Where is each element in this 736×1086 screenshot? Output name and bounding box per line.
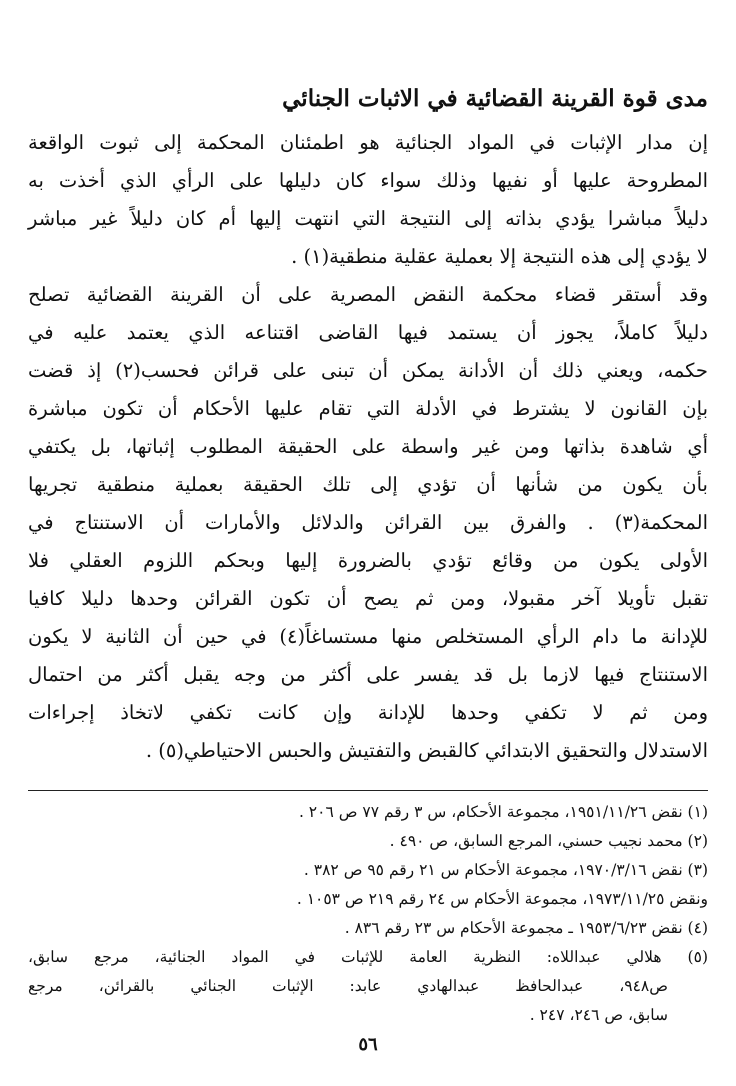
paragraph-line: لا يؤدي إلى هذه النتيجة إلا بعملية عقلية منطقية(١) . [291, 245, 708, 268]
footnotes [28, 798, 708, 1030]
footnote: ونقض ١٩٧٣/١١/٢٥، مجموعة الأحكام س ٢٤ رقم ٢١٩ ص ١٠٥٣ . [296, 890, 708, 908]
paragraph-line: دليلاً مباشرا يؤدي بذاته إلى النتيجة التي انتهت إليها أم كان دليلاً غير مباشر [28, 207, 708, 230]
footnote: (٢) محمد نجيب حسني، المرجع السابق، ص ٤٩٠ . [389, 832, 708, 850]
footnote-separator [28, 790, 708, 791]
section-heading: مدى قوة القرينة القضائية في الاثبات الجنائي [282, 85, 708, 112]
main-paragraphs [28, 124, 708, 770]
paragraph-line: دليلاً كاملاً، يجوز أن يستمد فيها القاضى اقتناعه الذي يعتمد عليه في [28, 321, 708, 344]
paragraph-line: أي شاهدة بذاتها ومن غير واسطة على الحقيقة المطلوب إثباتها، بل يكتفي [28, 435, 708, 458]
page-number: ٥٦ [358, 1034, 378, 1055]
paragraph-line: المحكمة(٣) . والفرق بين القرائن والدلائل والأمارات أن الاستنتاج في [28, 511, 708, 534]
footnote: (٥) هلالي عبداللاه: النظرية العامة للإثبات في المواد الجنائية، مرجع سابق، [28, 948, 708, 966]
paragraph-line: بإن القانون لا يشترط في الأدلة التي تقام عليها الأحكام أن تكون مباشرة [28, 397, 708, 420]
footnote: (١) نقض ١٩٥١/١١/٢٦، مجموعة الأحكام، س ٣ رقم ٧٧ ص ٢٠٦ . [298, 803, 708, 821]
paragraph-line: الأولى يكون من وقائع تؤدي بالضرورة إليها وبحكم اللزوم العقلي فلا [28, 549, 708, 572]
paragraph-line: للإدانة ما دام الرأي المستخلص منها مستساغاً(٤) في حين أن الثانية لا يكون [28, 625, 709, 648]
footnote-continuation: ص٩٤٨، عبدالحافظ عبدالهادي عابد: الإثبات الجنائي بالقرائن، مرجع [28, 977, 668, 995]
footnote: (٣) نقض ١٩٧٠/٣/١٦، مجموعة الأحكام س ٢١ رقم ٩٥ ص ٣٨٢ . [303, 861, 708, 879]
paragraph-line: المطروحة عليها أو نفيها وذلك سواء كان دليلها على الرأي الذي أخذت به [28, 169, 708, 192]
footnote-continuation: سابق، ص ٢٤٦، ٢٤٧ . [529, 1006, 668, 1024]
footnote: (٤) نقض ١٩٥٣/٦/٢٣ ـ مجموعة الأحكام س ٢٣ رقم ٨٣٦ . [344, 919, 708, 937]
paragraph-line: الاستنتاج فيها لازما بل قد يفسر على أكثر من وجه يقبل أكثر من احتمال [28, 663, 708, 686]
paragraph-line: الاستدلال والتحقيق الابتدائي كالقبض والتفتيش والحبس الاحتياطي(٥) . [145, 739, 708, 762]
paragraph-line: تقبل تأويلا آخر مقبولا، ومن ثم يصح أن تكون القرائن وحدها دليلا كافيا [28, 587, 708, 610]
paragraph-line: حكمه، ويعني ذلك أن الأدانة يمكن أن تبنى على قرائن فحسب(٢) إذ قضت [28, 359, 708, 382]
paragraph-line: ومن ثم لا تكفي وحدها للإدانة وإن كانت تكفي لاتخاذ إجراءات [28, 701, 708, 724]
paragraph-line: وقد أستقر قضاء محكمة النقض المصرية على أن القرينة القضائية تصلح [28, 283, 708, 306]
paragraph-line: إن مدار الإثبات في المواد الجنائية هو اطمئنان المحكمة إلى ثبوت الواقعة [28, 131, 708, 154]
paragraph-line: بأن يكون من شأنها أن تؤدي إلى تلك الحقيقة بعملية منطقية تجريها [28, 473, 708, 496]
